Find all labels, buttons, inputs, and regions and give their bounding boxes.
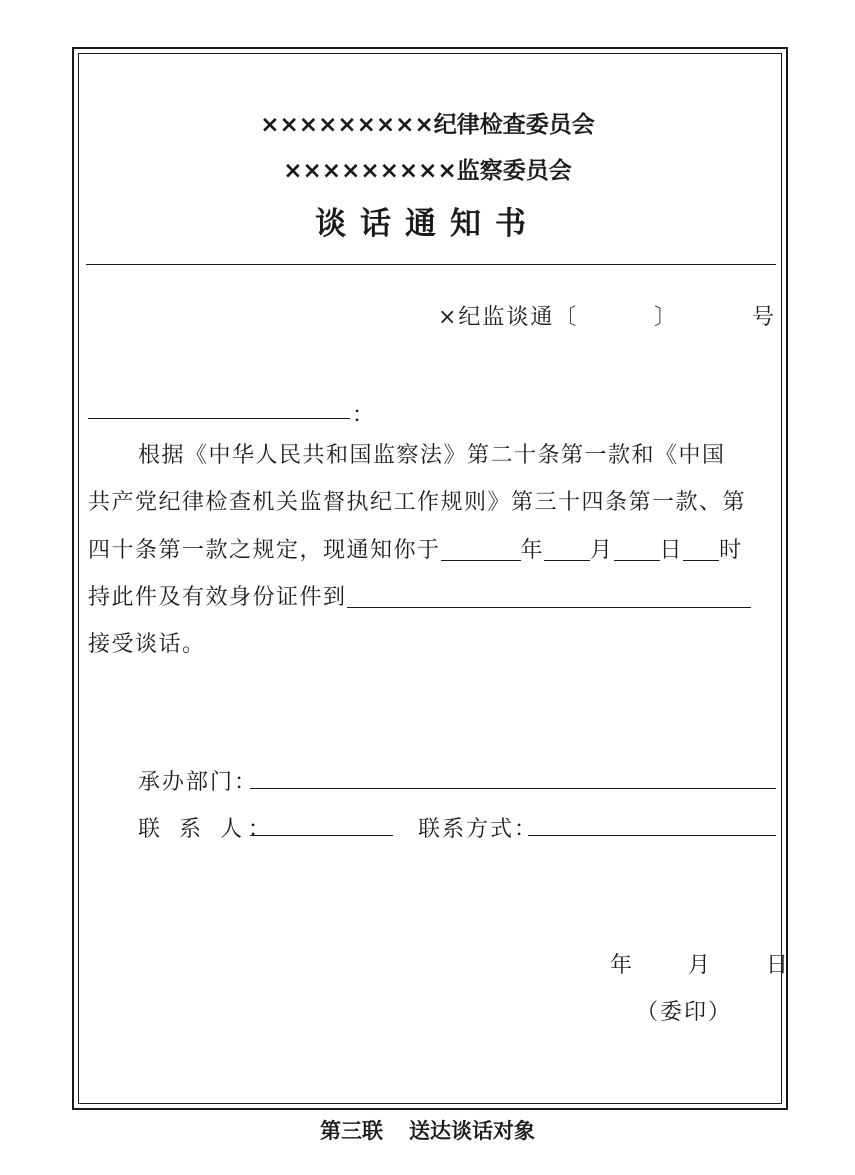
body-line-2: 共产党纪律检查机关监督执纪工作规则》第三十四条第一款、第 (88, 490, 747, 515)
hour-label: 时 (719, 538, 743, 563)
footer-copy-label: 第三联 (320, 1118, 383, 1143)
body-line-3 (88, 533, 743, 564)
footer-copy-purpose: 送达谈话对象 (409, 1118, 535, 1143)
contact-method-label: 联系方式： (418, 817, 539, 842)
day-label: 日 (659, 538, 684, 563)
header-divider (86, 264, 776, 265)
doc-number-bracket-close: 〕 (654, 305, 679, 330)
hour-blank (683, 538, 719, 561)
day-blank (614, 538, 660, 561)
doc-number-prefix: ×纪监谈通〔 (438, 305, 579, 330)
contact-person-blank (250, 835, 393, 836)
body-line-3-text: 四十条第一款之规定，现通知你于 (88, 538, 441, 563)
recipient-colon: ： (352, 403, 377, 428)
contact-person-label: 联 系 人： (138, 817, 276, 842)
body-line-5: 接受谈话。 (88, 632, 206, 657)
signature-date: 年 月 日 (610, 953, 793, 978)
month-label: 月 (590, 538, 614, 563)
year-blank (441, 538, 521, 561)
footer-copy-note (0, 1115, 855, 1145)
seal-label: （委印） (636, 1000, 733, 1025)
org-line-1: ×××××××××纪律检查委员会 (260, 112, 595, 138)
doc-number-suffix: 号 (752, 305, 777, 330)
org-line-2: ×××××××××监察委员会 (283, 158, 572, 184)
year-label: 年 (520, 538, 545, 563)
recipient-name-blank (88, 418, 350, 419)
body-line-4-text: 持此件及有效身份证件到 (88, 585, 347, 610)
month-blank (544, 538, 590, 561)
body-line-4 (88, 580, 751, 611)
department-label: 承办部门： (138, 770, 259, 795)
department-blank (250, 788, 776, 789)
document-title: 谈话通知书 (315, 206, 540, 242)
body-line-1: 根据《中华人民共和国监察法》第二十条第一款和《中国 (138, 443, 726, 468)
location-blank (347, 585, 751, 608)
contact-method-blank (528, 835, 776, 836)
